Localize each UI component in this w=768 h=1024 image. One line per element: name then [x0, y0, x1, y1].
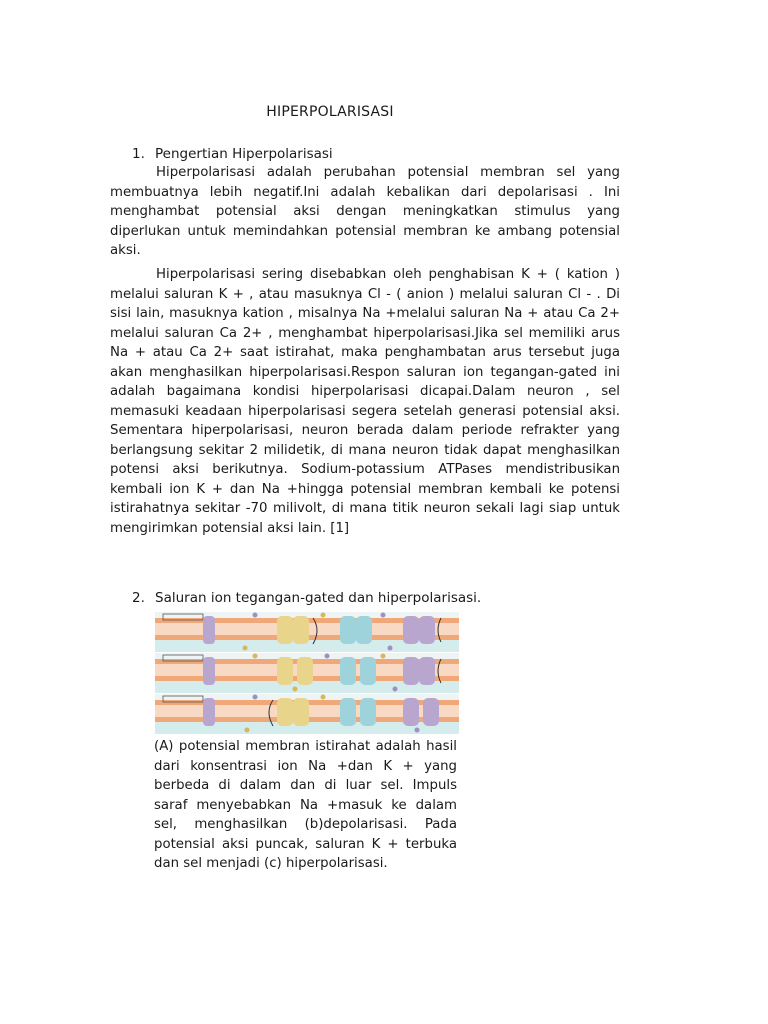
section-1-heading-text: Pengertian Hiperpolarisasi [155, 146, 333, 162]
section-1-heading [132, 146, 333, 162]
section-2-heading-text: Saluran ion tegangan-gated dan hiperpolarisasi. [155, 590, 482, 606]
section-1-paragraph-2: Hiperpolarisasi sering disebabkan oleh penghabisan K + ( kation ) melalui saluran K + , atau masuknya Cl - ( anion ) melalui saluran Cl - . Di sisi lain, masuknya kation , misalnya Na +melalui saluran Na + atau Ca 2+ melalui saluran Ca 2+ , menghambat hiperpolarisasi.Jika sel memiliki arus Na + atau Ca 2+ saat istirahat, maka penghambatan arus tersebut juga akan menghasilkan hiperpolarisasi.Respon saluran ion tegangan-gated ini adalah bagaimana kondisi hiperpolarisasi dicapai.Dalam neuron , sel memasuki keadaan hiperpolarisasi segera setelah generasi potensial aksi. Sementara hiperpolarisasi, neuron berada dalam periode refrakter yang berlangsung sekitar 2 milidetik, di mana neuron tidak dapat menghasilkan potensi aksi berikutnya. Sodium-potassium ATPases mendistribusikan kembali ion K + dan Na +hingga potensial membran kembali ke potensi istirahatnya sekitar -70 milivolt, di mana titik neuron sekali lagi siap untuk mengirimkan potensial aksi lain. [1] [110, 267, 620, 536]
section-1-paragraph-1: Hiperpolarisasi adalah perubahan potensial membran sel yang membuatnya lebih negatif.Ini adalah kebalikan dari depolarisasi . Ini menghambat potensial aksi dengan meningkatkan stimulus yang diperlukan untuk memindahkan potensial membran ke ambang potensial aksi. [110, 165, 620, 258]
document-title: HIPERPOLARISASI [266, 104, 394, 120]
figure-caption: (A) potensial membran istirahat adalah hasil dari konsentrasi ion Na +dan K + yang berbeda di dalam dan di luar sel. Impuls saraf menyebabkan Na +masuk ke dalam sel, menghasilkan (b)depolarisasi. Pada potensial aksi puncak, saluran K + terbuka dan sel menjadi (c) hiperpolarisasi. [154, 739, 457, 871]
figure-panel-b [155, 653, 459, 693]
figure-panel-a [155, 612, 459, 652]
section-2-heading [132, 590, 481, 606]
figure-panel-c [155, 694, 459, 734]
ion-channel-figure [155, 612, 459, 734]
section-2-number: 2. [132, 590, 145, 606]
section-1-number: 1. [132, 146, 145, 162]
